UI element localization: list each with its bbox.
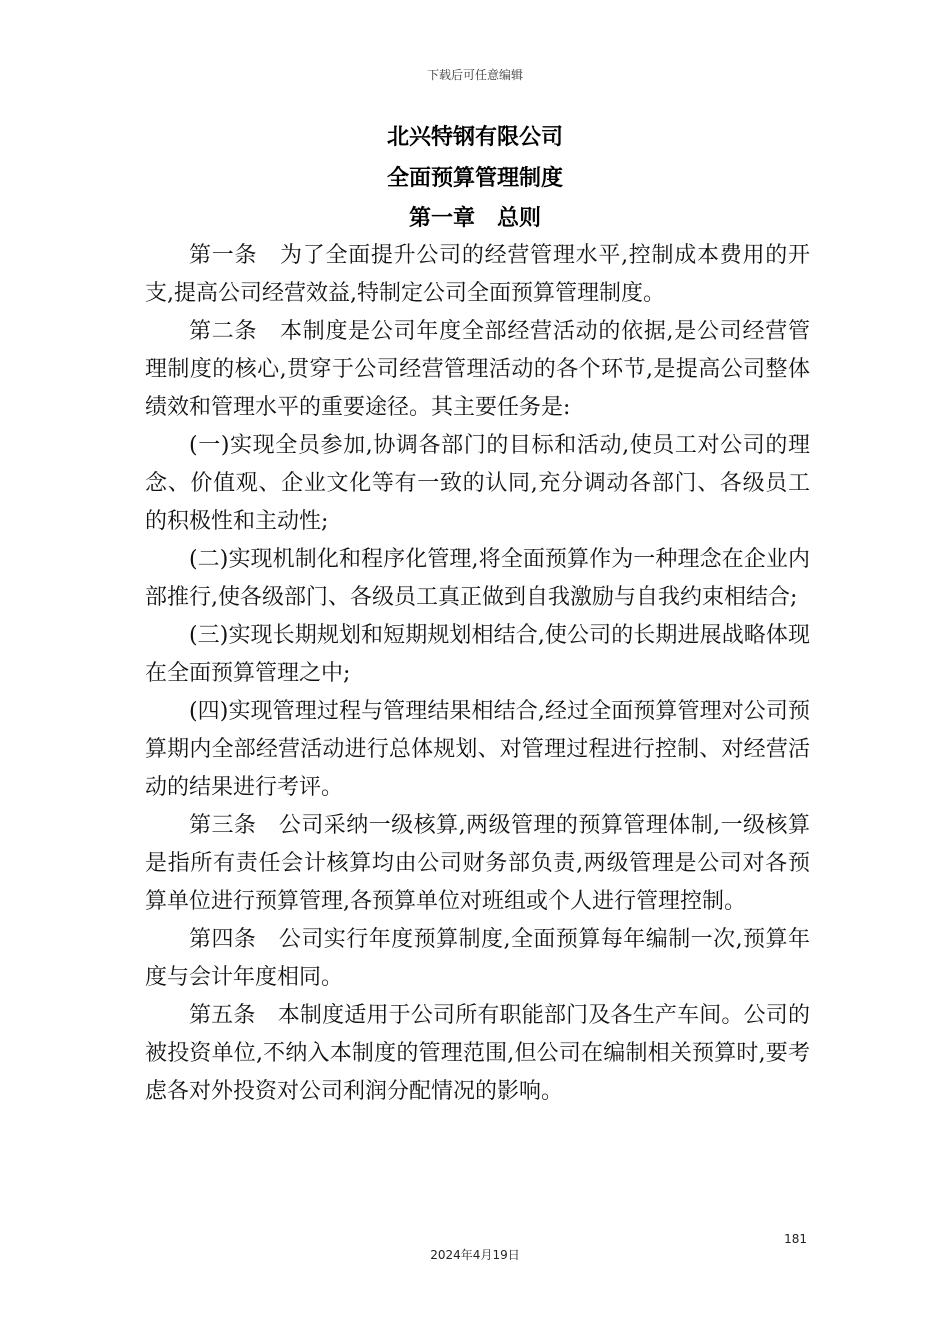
chapter-heading: 第一章 总则 bbox=[408, 206, 541, 231]
article-2: 第二条 本制度是公司年度全部经营活动的依据,是公司经营管理制度的核心,贯穿于公司经营管理活动的各个环节,是提高公司整体绩效和管理水平的重要途径。其主要任务是: bbox=[145, 319, 810, 420]
task-item-1: (一)实现全员参加,协调各部门的目标和活动,使员工对公司的理念、价值观、企业文化等有一致的认同,充分调动各部门、各级员工的积极性和主动性; bbox=[145, 433, 810, 534]
task-item-4: (四)实现管理过程与管理结果相结合,经过全面预算管理对公司预算期内全部经营活动进行总体规划、对管理过程进行控制、对经营活动的结果进行考评。 bbox=[145, 699, 810, 800]
footer-date: 2024年4月19日 bbox=[430, 1248, 520, 1262]
page-number: 181 bbox=[784, 1232, 807, 1246]
company-title: 北兴特钢有限公司 bbox=[386, 125, 563, 150]
document-title: 全面预算管理制度 bbox=[386, 166, 563, 191]
article-5: 第五条 本制度适用于公司所有职能部门及各生产车间。公司的被投资单位,不纳入本制度的管理范围,但公司在编制相关预算时,要考虑各对外投资对公司利润分配情况的影响。 bbox=[145, 1003, 810, 1104]
task-item-2: (二)实现机制化和程序化管理,将全面预算作为一种理念在企业内部推行,使各级部门、各级员工真正做到自我激励与自我约束相结合; bbox=[145, 547, 810, 610]
article-1: 第一条 为了全面提升公司的经营管理水平,控制成本费用的开支,提高公司经营效益,特制定公司全面预算管理制度。 bbox=[145, 243, 810, 306]
article-4: 第四条 公司实行年度预算制度,全面预算每年编制一次,预算年度与会计年度相同。 bbox=[145, 927, 810, 990]
body-text bbox=[145, 237, 810, 1111]
task-item-3: (三)实现长期规划和短期规划相结合,使公司的长期进展战略体现在全面预算管理之中; bbox=[145, 623, 810, 686]
header-note: 下载后可任意编辑 bbox=[426, 68, 523, 82]
article-3: 第三条 公司采纳一级核算,两级管理的预算管理体制,一级核算是指所有责任会计核算均由公司财务部负责,两级管理是公司对各预算单位进行预算管理,各预算单位对班组或个人进行管理控制。 bbox=[145, 813, 810, 914]
